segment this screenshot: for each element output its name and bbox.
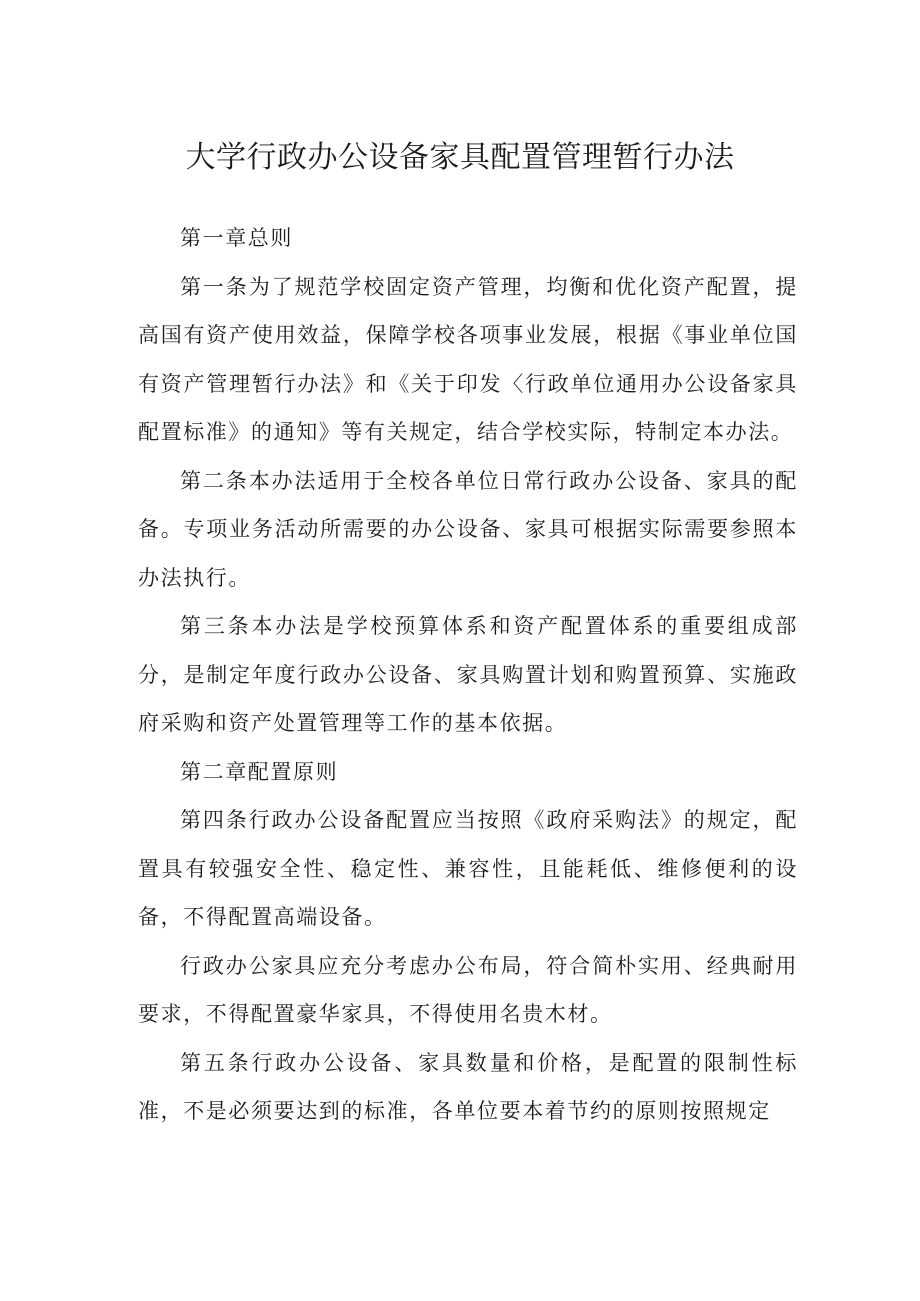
chapter-heading-2: 第二章配置原则	[180, 759, 339, 784]
document-body	[138, 214, 798, 1136]
chapter-heading-1: 第一章总则	[180, 226, 293, 250]
article-3: 第三条本办法是学校预算体系和资产配置体系的重要组成部分，是制定年度行政办公设备、家具购置计划和购置预算、实施政府采购和资产处置管理等工作的基本依据。	[138, 614, 798, 735]
article-5: 第五条行政办公设备、家具数量和价格，是配置的限制性标准，不是必须要达到的标准，各单位要本着节约的原则按照规定	[138, 1050, 798, 1123]
article-2: 第二条本办法适用于全校各单位日常行政办公设备、家具的配备。专项业务活动所需要的办公设备、家具可根据实际需要参照本办法执行。	[138, 468, 798, 590]
article-4: 第四条行政办公设备配置应当按照《政府采购法》的规定，配置具有较强安全性、稳定性、兼容性，且能耗低、维修便利的设备，不得配置高端设备。	[138, 808, 798, 929]
article-4-furniture: 行政办公家具应充分考虑办公布局，符合简朴实用、经典耐用要求，不得配置豪华家具，不得使用名贵木材。	[138, 953, 798, 1026]
article-1: 第一条为了规范学校固定资产管理，均衡和优化资产配置，提高国有资产使用效益，保障学校各项事业发展，根据《事业单位国有资产管理暂行办法》和《关于印发〈行政单位通用办公设备家具配置标准》的通知》等有关规定，结合学校实际，特制定本办法。	[138, 274, 798, 444]
document-title: 大学行政办公设备家具配置管理暂行办法	[185, 140, 735, 175]
